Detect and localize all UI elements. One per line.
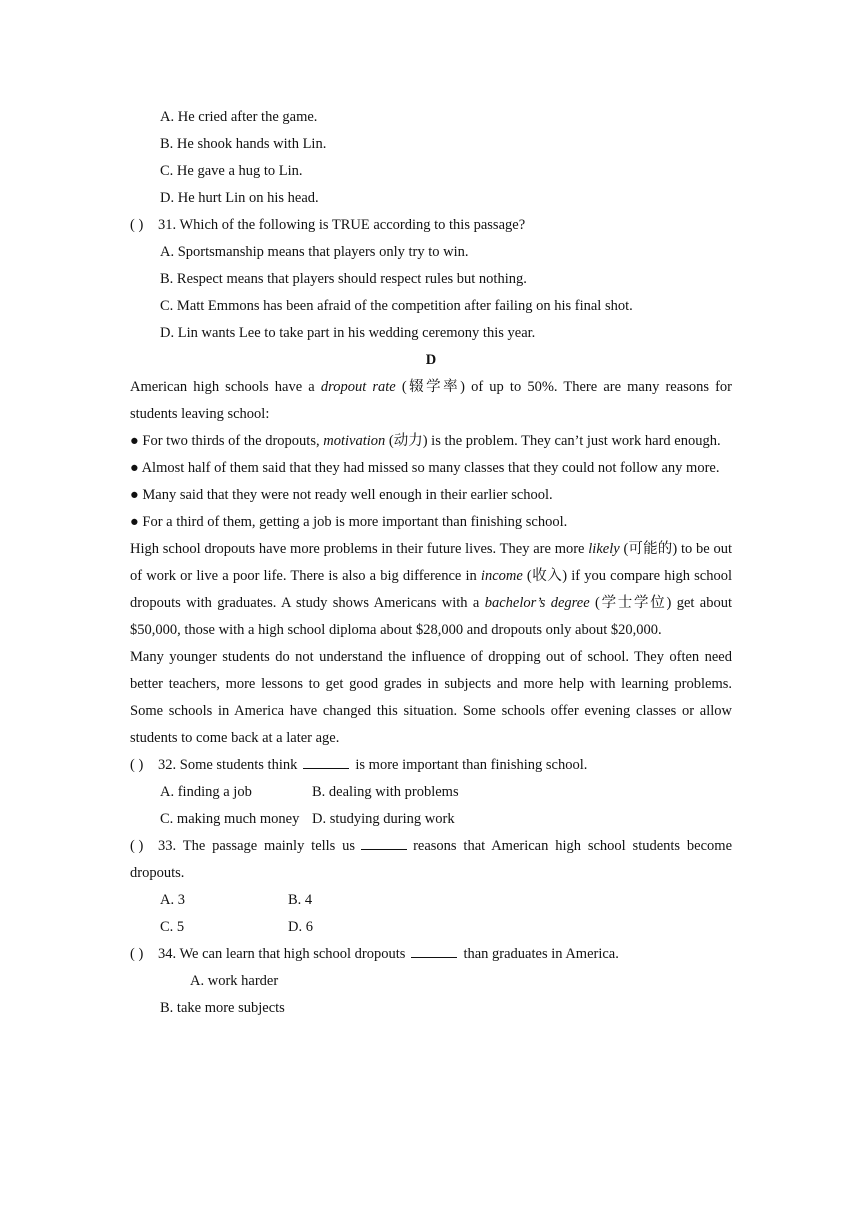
q33-options-row: [130, 914, 732, 941]
bullet-text: (动力) is the problem. They can’t just work hard enough.: [385, 433, 721, 449]
paragraph-text: (可能的) to be out of work or live a poor life. There is also a big difference in: [130, 541, 732, 584]
glossary-term: dropout rate: [320, 379, 396, 395]
paragraph-influence: Many younger students do not understand the influence of dropping out of school. They often need better teachers, more lessons to get good grades in subjects and more help with learning problems. Some schools in America have changed this situation. Some schools offer evening classes or allow students to come back at a later age.: [130, 649, 732, 746]
paragraph-intro: [130, 374, 732, 428]
q33-option-d: D. 6: [288, 919, 313, 935]
bullet-item: ● For a third of them, getting a job is more important than finishing school.: [130, 514, 568, 530]
q32-stem: is more important than finishing school.: [355, 757, 588, 773]
bullet-text: ● For two thirds of the dropouts,: [130, 433, 324, 449]
answer-paren: ( ): [130, 757, 144, 773]
glossary-term: motivation: [323, 433, 386, 449]
q33-option-c: C. 5: [160, 919, 185, 935]
q32-option-d: D. studying during work: [312, 811, 455, 827]
q30-option-b: B. He shook hands with Lin.: [160, 136, 327, 152]
bullet-item: [130, 428, 732, 455]
answer-paren: ( ): [130, 217, 144, 233]
q30-option-c: C. He gave a hug to Lin.: [160, 163, 303, 179]
q34-stem: 34. We can learn that high school dropouts: [158, 946, 406, 962]
paragraph-text: High school dropouts have more problems in their future lives. They are more: [130, 541, 589, 557]
q33-option-a: A. 3: [160, 892, 185, 908]
q33-options-row: [130, 887, 732, 914]
q33-stem-line: [130, 833, 732, 887]
glossary-term: bachelor’s degree: [484, 595, 590, 611]
paragraph-outcomes: [130, 536, 732, 644]
section-heading: D: [425, 352, 437, 368]
paragraph-text: American high schools have a: [130, 379, 321, 395]
q34-option-b: B. take more subjects: [160, 1000, 285, 1016]
q34-stem: than graduates in America.: [463, 946, 619, 962]
bullet-item: ● Almost half of them said that they had missed so many classes that they could not follow any more.: [130, 460, 720, 476]
q31-option-c: C. Matt Emmons has been afraid of the competition after failing on his final shot.: [160, 298, 633, 314]
q32-option-a: A. finding a job: [160, 784, 252, 800]
q32-options-row: [130, 779, 732, 806]
q31-option-d: D. Lin wants Lee to take part in his wedding ceremony this year.: [160, 325, 536, 341]
q31-stem: 31. Which of the following is TRUE according to this passage?: [158, 217, 526, 233]
q30-option-a: A. He cried after the game.: [160, 109, 318, 125]
answer-paren: ( ): [130, 838, 144, 854]
q33-option-b: B. 4: [288, 892, 313, 908]
answer-blank: [411, 943, 457, 958]
bullet-item: ● Many said that they were not ready well enough in their earlier school.: [130, 487, 553, 503]
q33-stem: reasons that American high school students become dropouts.: [130, 838, 733, 881]
q31-stem-line: [130, 212, 732, 239]
glossary-term: likely: [588, 541, 620, 557]
paragraph-text: (学士学位) get about $50,000, those with a high school diploma about $28,000 and dropouts only about $20,000.: [130, 595, 732, 638]
q32-option-c: C. making much money: [160, 811, 300, 827]
q32-options-row: [130, 806, 732, 833]
answer-paren: ( ): [130, 946, 144, 962]
q34-stem-line: [130, 941, 732, 968]
q30-option-d: D. He hurt Lin on his head.: [160, 190, 319, 206]
paragraph-text: (收入) if you compare high school dropouts with graduates. A study shows Americans with a: [130, 568, 732, 611]
q31-option-b: B. Respect means that players should respect rules but nothing.: [160, 271, 527, 287]
q31-option-a: A. Sportsmanship means that players only try to win.: [160, 244, 469, 260]
paragraph-text: (辍学率) of up to 50%. There are many reasons for students leaving school:: [130, 379, 732, 422]
q32-stem-line: [130, 752, 732, 779]
q32-stem: 32. Some students think: [158, 757, 298, 773]
answer-blank: [361, 835, 407, 850]
q33-stem: 33. The passage mainly tells us: [158, 838, 356, 854]
q34-option-a: A. work harder: [190, 973, 279, 989]
answer-blank: [303, 754, 349, 769]
q32-option-b: B. dealing with problems: [312, 784, 459, 800]
glossary-term: income: [480, 568, 523, 584]
page-content: [130, 104, 732, 1022]
